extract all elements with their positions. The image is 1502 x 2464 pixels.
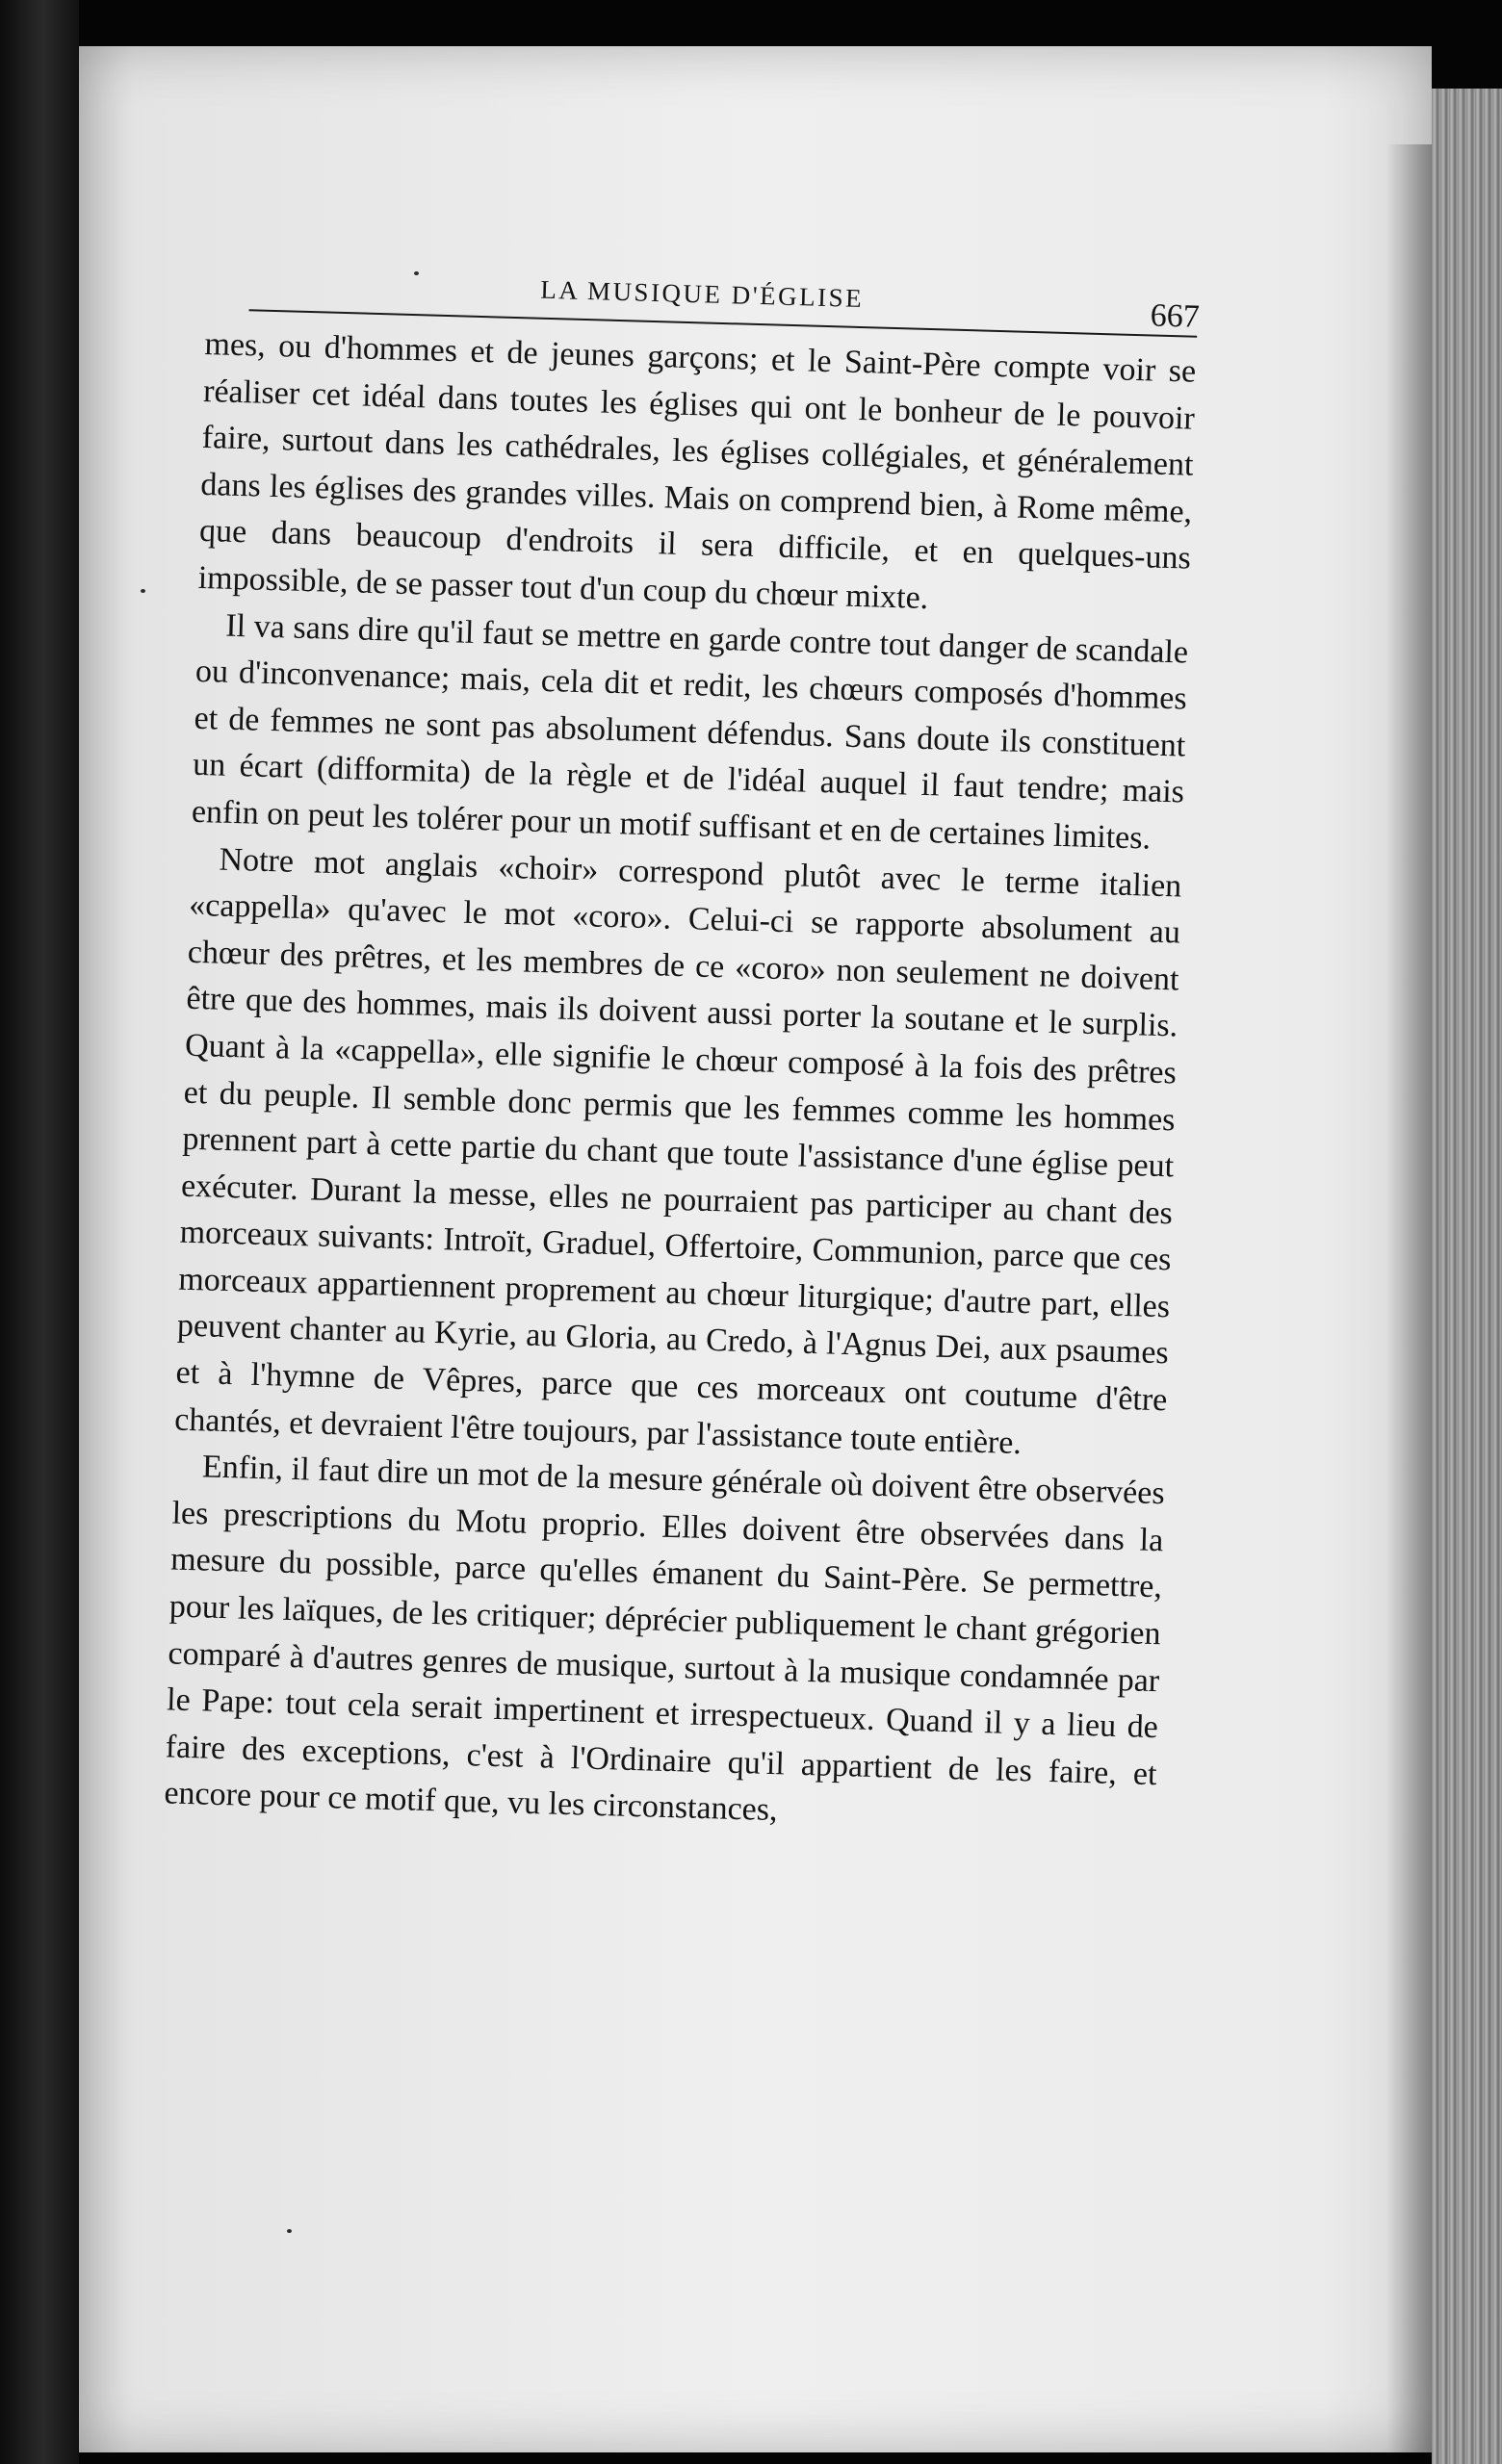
paragraph: Enfin, il faut dire un mot de la mesure générale où doivent être observées les prescriptions du Motu proprio. Elles doivent être observées dans la mesure du possible, parce qu'elles émanent du Saint-Père. Se permettre, pour les laïques, de les critiquer; déprécier publiquement le chant grégorien comparé à d'autres genres de musique, surtout à la musique condamnée par le Pape: tout cela serait impertinent et irrespectueux. Quand il y a lieu de faire des exceptions, c'est à l'Ordinaire qu'il appartient de les faire, et encore pour ce motif que, vu les circonstances, xyxy=(163,1449,1166,1829)
paragraph-continuation: mes, ou d'hommes et de jeunes garçons; et le Saint-Père compte voir se réaliser cet idéal dans toutes les églises qui ont le bonheur de le pouvoir faire, surtout dans les cathédrales, les églises collégiales, et généralement dans les églises des grandes villes. Mais on comprend bien, à Rome même, que dans beaucoup d'endroits il sera difficile, et en quelques-uns impossible, de se passer tout d'un coup du chœur mixte. xyxy=(197,325,1197,617)
scan-speck xyxy=(287,2229,292,2233)
body-text xyxy=(164,321,1197,1845)
stacked-page-edges xyxy=(1432,89,1502,2464)
paragraph: Notre mot anglais «choir» correspond plutôt avec le terme italien «cappella» qu'avec le mot «coro». Celui-ci se rapporte absolument au chœur des prêtres, et les membres de ce «coro» non seulement ne doivent être que des hommes, mais ils doivent aussi porter la soutane et le surplis. Quant à la «cappella», elle signifie le chœur composé à la fois des prêtres et du peuple. Il semble donc permis que les femmes comme les hommes prennent part à cette partie du chant que toute l'assistance d'une église peut exécuter. Durant la messe, elles ne pourraient pas participer au chant des morceaux suivants: Introït, Graduel, Offertoire, Communion, parce que ces morceaux appartiennent proprement au chœur liturgique; d'autre part, elles peuvent chanter au Kyrie, au Gloria, au Credo, à l'Agnus Dei, aux psaumes et à l'hymne de Vêpres, parce que ces morceaux ont coutume d'être chantés, et devraient l'être toujours, par l'assistance toute entière. xyxy=(173,841,1182,1461)
running-title: LA MUSIQUE D'ÉGLISE xyxy=(539,274,865,314)
scan-speck xyxy=(141,589,145,593)
page-number: 667 xyxy=(1150,297,1201,335)
page-content xyxy=(164,260,1199,1845)
paragraph: Il va sans dire qu'il faut se mettre en garde contre tout danger de scandale ou d'inconvenance; mais, cela dit et redit, les chœurs composés d'hommes et de femmes ne sont pas absolument défendus. Sans doute ils constituent un écart (difformita) de la règle et de l'idéal auquel il faut tendre; mais enfin on peut les tolérer pour un motif suffisant et en de certaines limites. xyxy=(191,607,1189,857)
gutter-shadow xyxy=(1386,144,1435,2464)
facing-page-edge xyxy=(0,0,79,2464)
